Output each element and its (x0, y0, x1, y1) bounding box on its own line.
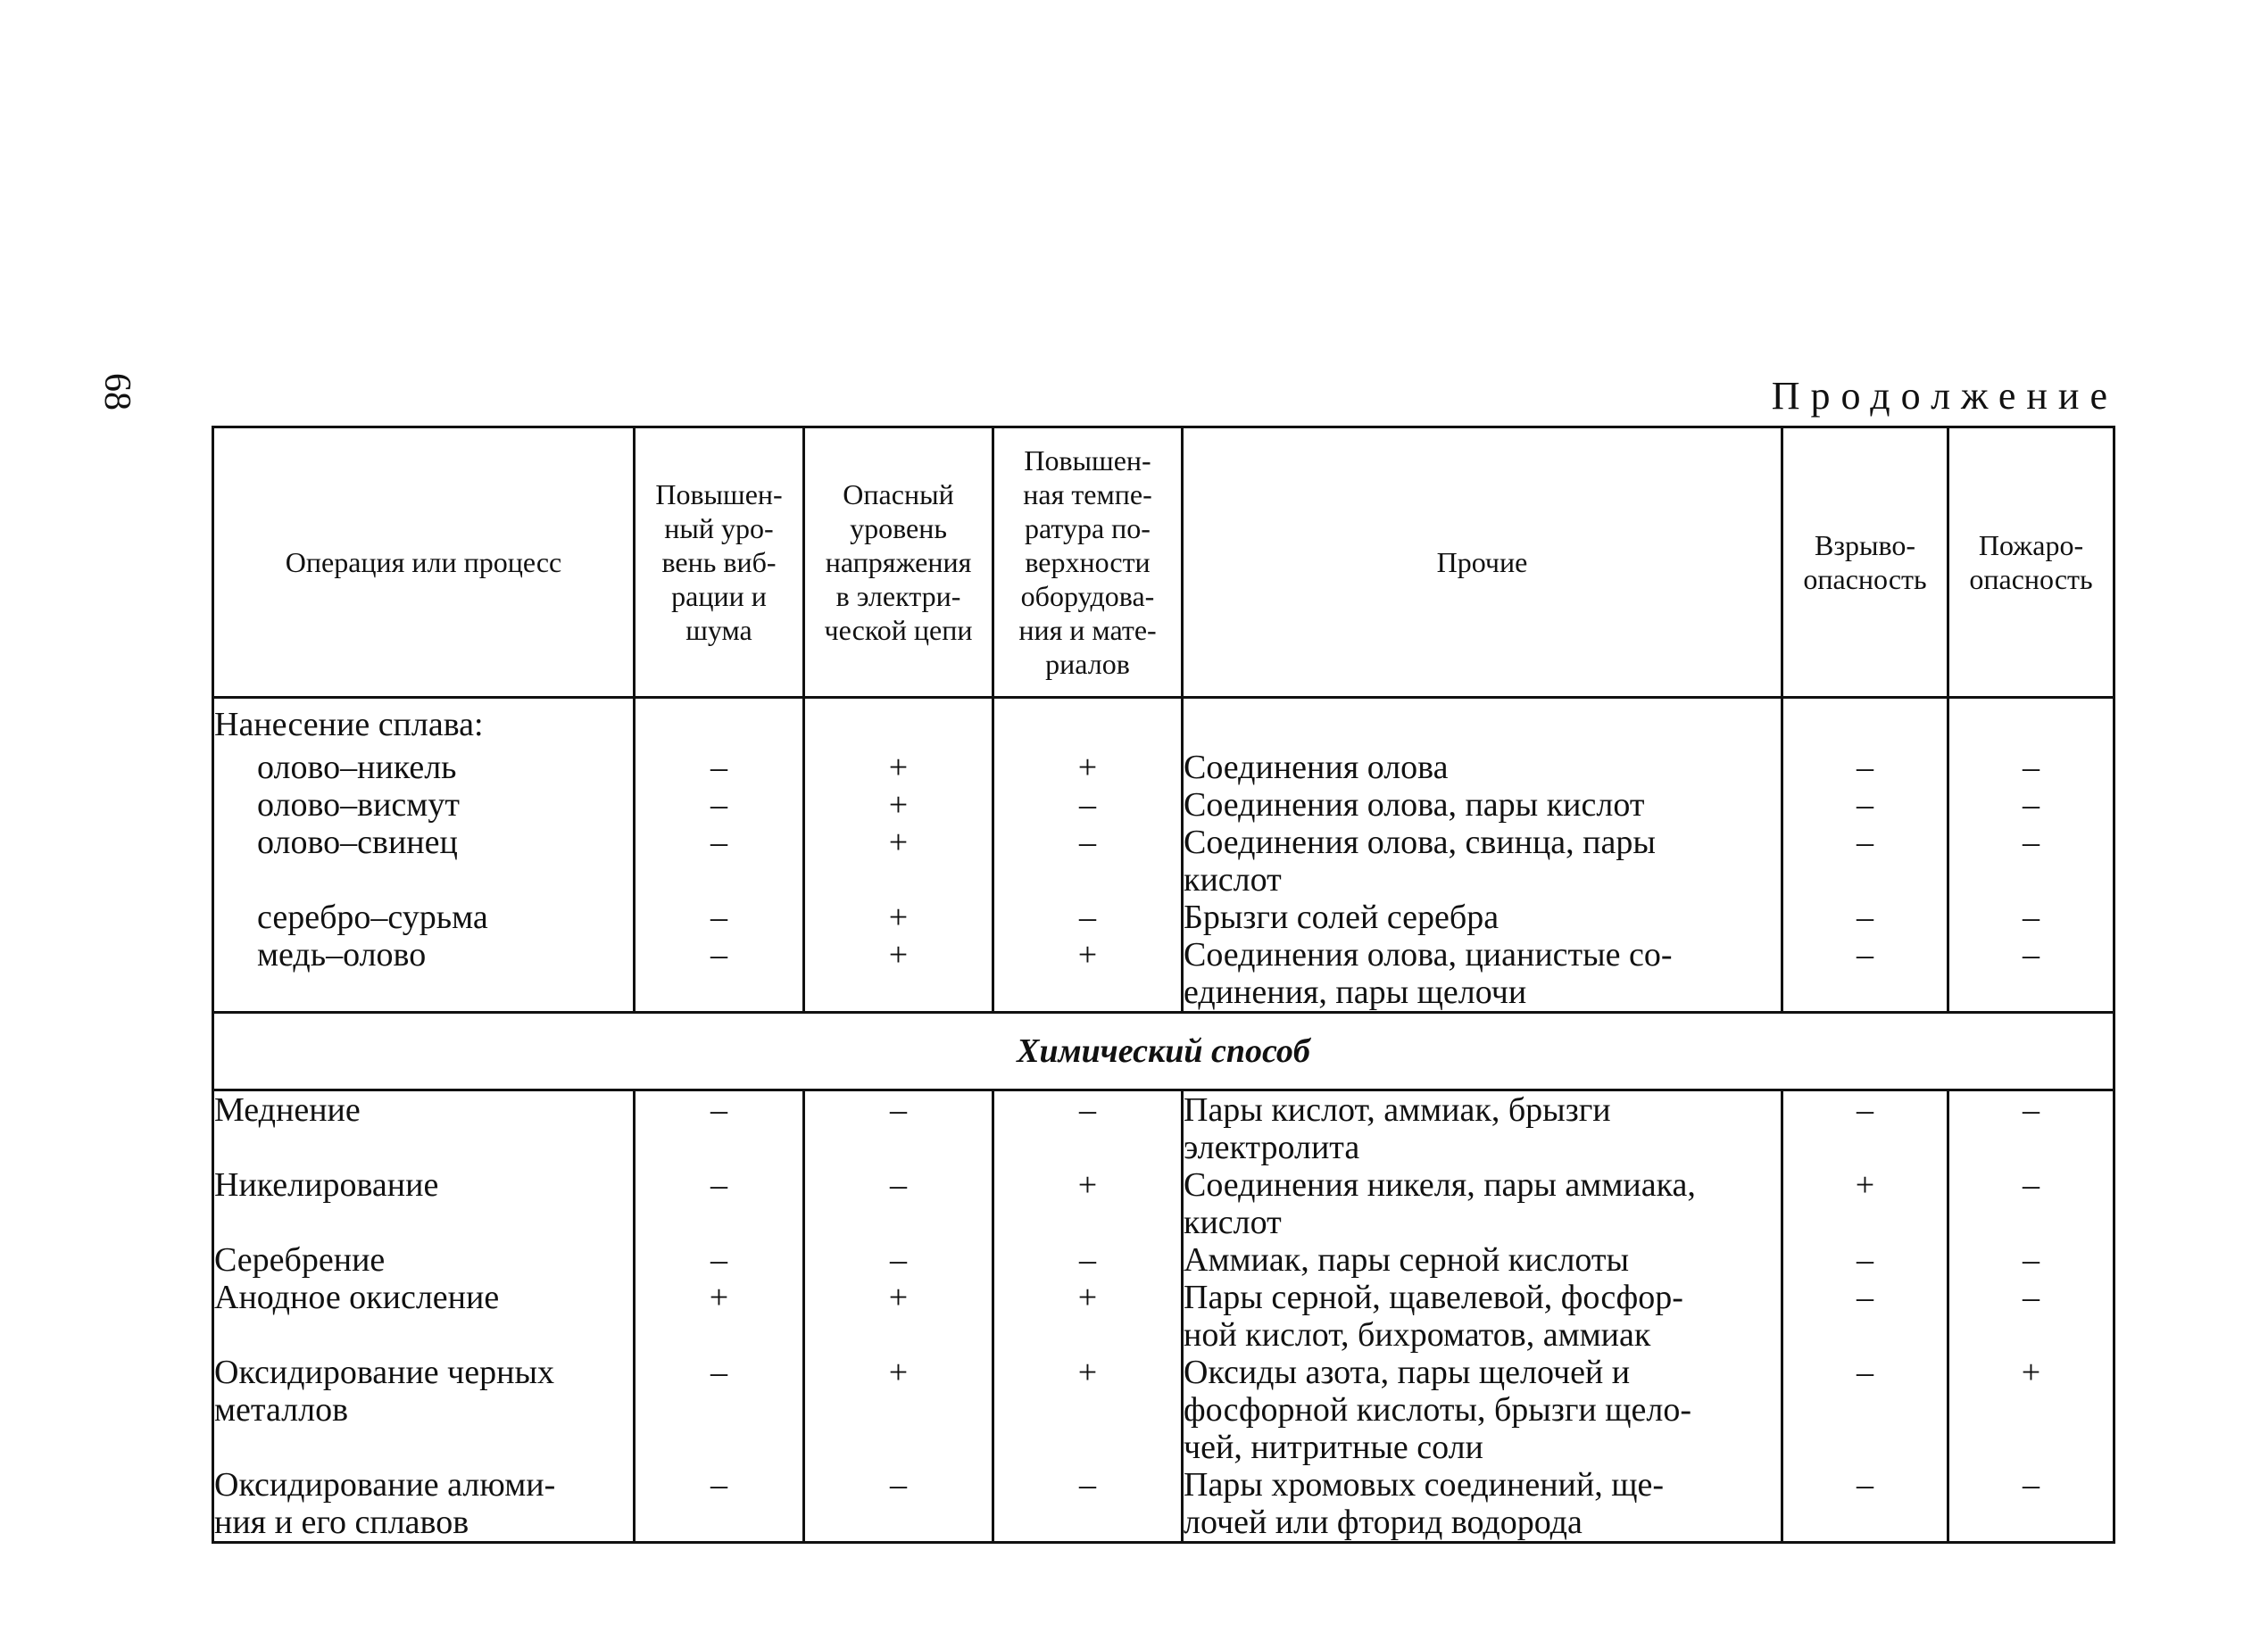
table-row (213, 749, 2114, 786)
cell-temperature: + (993, 1354, 1183, 1466)
cell-explosion: – (1782, 824, 1948, 899)
table-row (213, 1279, 2114, 1354)
cell-voltage: – (804, 1166, 993, 1241)
cell-fire: – (1948, 899, 2114, 936)
cell-other: Соединения олова, свинца, пары кислот (1183, 824, 1782, 899)
cell-fire: – (1948, 1090, 2114, 1167)
cell-explosion: – (1782, 1466, 1948, 1543)
cell-vibration: – (635, 1241, 804, 1279)
cell-voltage: + (804, 1279, 993, 1354)
cell-vibration: – (635, 1090, 804, 1167)
table-row (213, 1166, 2114, 1241)
cell-other: Соединения олова, цианистые со- единения, пары щелочи (1183, 936, 1782, 1013)
cell-other: Брызги солей серебра (1183, 899, 1782, 936)
cell-voltage: + (804, 824, 993, 899)
cell-fire: – (1948, 1241, 2114, 1279)
cell-voltage: + (804, 899, 993, 936)
cell-temperature: + (993, 749, 1183, 786)
cell-temperature: – (993, 786, 1183, 824)
section-row (213, 1013, 2114, 1090)
header-fire: Пожаро- опасность (1948, 427, 2114, 698)
cell-operation: Никелирование (213, 1166, 635, 1241)
header-voltage: Опасный уровень напряжения в электри- ческой цепи (804, 427, 993, 698)
header-vibration: Повышен- ный уро- вень виб- рации и шума (635, 427, 804, 698)
cell-temperature: – (993, 899, 1183, 936)
cell-explosion: – (1782, 749, 1948, 786)
cell-vibration: – (635, 1166, 804, 1241)
cell-fire: – (1948, 1166, 2114, 1241)
group-title: Нанесение сплава: (213, 698, 635, 750)
cell-temperature: – (993, 1090, 1183, 1167)
cell-other: Соединения никеля, пары аммиака, кислот (1183, 1166, 1782, 1241)
cell-explosion: – (1782, 899, 1948, 936)
header-operation: Операция или процесс (213, 427, 635, 698)
header-other: Прочие (1183, 427, 1782, 698)
cell-temperature: + (993, 936, 1183, 1013)
cell-fire: – (1948, 936, 2114, 1013)
cell-operation: Оксидирование черных металлов (213, 1354, 635, 1466)
cell-operation: медь–олово (213, 936, 635, 1013)
cell-fire: + (1948, 1354, 2114, 1466)
cell-operation: Меднение (213, 1090, 635, 1167)
table-row (213, 899, 2114, 936)
cell-voltage: + (804, 786, 993, 824)
group-title-row (213, 698, 2114, 750)
cell-voltage: – (804, 1241, 993, 1279)
cell-voltage: + (804, 936, 993, 1013)
cell-vibration: – (635, 786, 804, 824)
cell-temperature: + (993, 1279, 1183, 1354)
cell-fire: – (1948, 824, 2114, 899)
hazards-table (212, 426, 2115, 1544)
cell-temperature: + (993, 1166, 1183, 1241)
table-header-row (213, 427, 2114, 698)
table-row (213, 1466, 2114, 1543)
cell-voltage: + (804, 749, 993, 786)
cell-operation: серебро–сурьма (213, 899, 635, 936)
cell-explosion: – (1782, 1279, 1948, 1354)
cell-vibration: – (635, 936, 804, 1013)
table-row (213, 1090, 2114, 1167)
cell-temperature: – (993, 1466, 1183, 1543)
cell-explosion: – (1782, 786, 1948, 824)
section-title: Химический способ (213, 1013, 2114, 1090)
table-row (213, 786, 2114, 824)
cell-other: Аммиак, пары серной кислоты (1183, 1241, 1782, 1279)
cell-other: Пары серной, щавелевой, фосфор- ной кислот, бихроматов, аммиак (1183, 1279, 1782, 1354)
header-explosion: Взрыво- опасность (1782, 427, 1948, 698)
cell-fire: – (1948, 786, 2114, 824)
cell-explosion: – (1782, 1090, 1948, 1167)
cell-vibration: – (635, 1354, 804, 1466)
cell-fire: – (1948, 1466, 2114, 1543)
table-row (213, 1354, 2114, 1466)
cell-explosion: – (1782, 1354, 1948, 1466)
cell-operation: Анодное окисление (213, 1279, 635, 1354)
cell-voltage: + (804, 1354, 993, 1466)
cell-explosion: + (1782, 1166, 1948, 1241)
table-row (213, 824, 2114, 899)
cell-other: Оксиды азота, пары щелочей и фосфорной кислоты, брызги щело- чей, нитритные соли (1183, 1354, 1782, 1466)
cell-vibration: – (635, 824, 804, 899)
cell-vibration: – (635, 899, 804, 936)
table-row (213, 936, 2114, 1013)
cell-other: Пары хромовых соединений, ще- лочей или фторид водорода (1183, 1466, 1782, 1543)
cell-operation: олово–свинец (213, 824, 635, 899)
table-row (213, 1241, 2114, 1279)
cell-other: Пары кислот, аммиак, брызги электролита (1183, 1090, 1782, 1167)
cell-explosion: – (1782, 1241, 1948, 1279)
cell-operation: Оксидирование алюми- ния и его сплавов (213, 1466, 635, 1543)
continuation-label: Продолжение (1771, 374, 2118, 418)
cell-fire: – (1948, 749, 2114, 786)
cell-vibration: – (635, 1466, 804, 1543)
cell-other: Соединения олова, пары кислот (1183, 786, 1782, 824)
cell-vibration: + (635, 1279, 804, 1354)
cell-operation: олово–висмут (213, 786, 635, 824)
cell-other: Соединения олова (1183, 749, 1782, 786)
cell-voltage: – (804, 1090, 993, 1167)
cell-vibration: – (635, 749, 804, 786)
cell-operation: Серебрение (213, 1241, 635, 1279)
cell-temperature: – (993, 1241, 1183, 1279)
cell-fire: – (1948, 1279, 2114, 1354)
cell-voltage: – (804, 1466, 993, 1543)
header-temperature: Повышен- ная темпе- ратура по- верхности оборудова- ния и мате- риалов (993, 427, 1183, 698)
cell-temperature: – (993, 824, 1183, 899)
cell-explosion: – (1782, 936, 1948, 1013)
page-number: 68 (96, 373, 137, 410)
cell-operation: олово–никель (213, 749, 635, 786)
